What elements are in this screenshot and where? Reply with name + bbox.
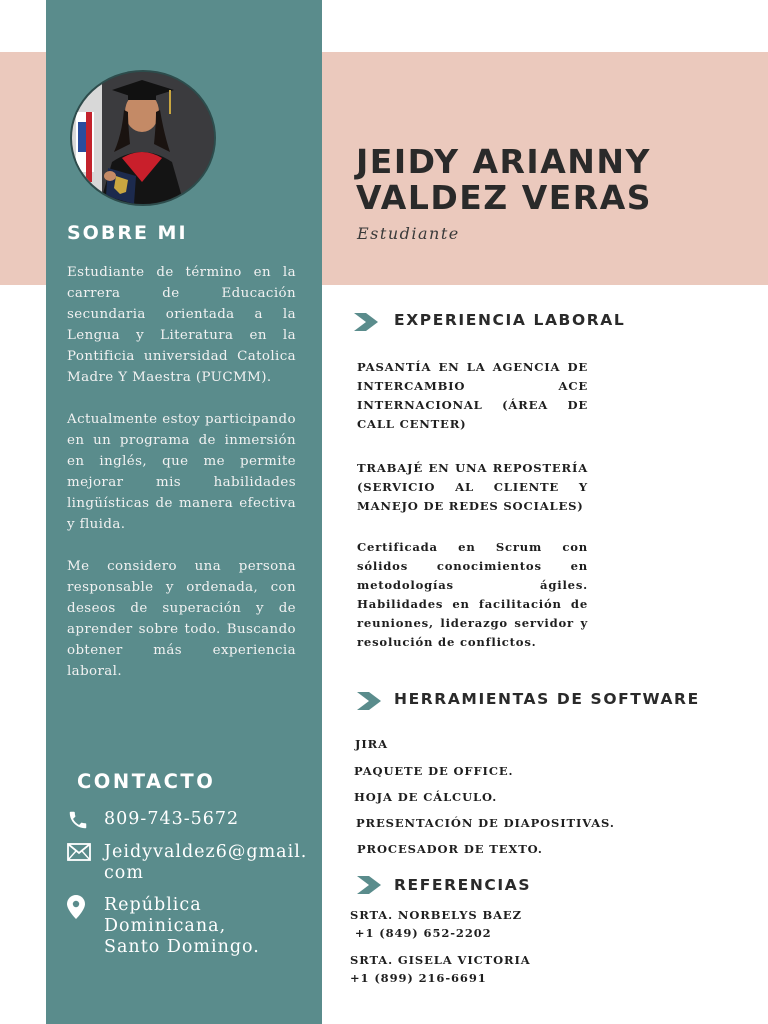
profile-photo <box>70 70 216 206</box>
chevron-right-icon <box>357 876 381 894</box>
about-paragraph: Actualmente estoy participando en un programa de inmersión en inglés, que me permite mejorar mis habilidades lingüísticas de manera efectiva y fluida. <box>67 412 296 532</box>
software-item: PRESENTACIÓN DE DIAPOSITIVAS. <box>356 816 615 830</box>
reference-name: SRTA. GISELA VICTORIA <box>350 953 531 967</box>
location-pin-icon <box>67 895 85 919</box>
software-heading: HERRAMIENTAS DE SOFTWARE <box>394 690 700 708</box>
reference-item <box>350 906 522 942</box>
email-line: com <box>104 863 144 883</box>
experience-item: PASANTÍA EN LA AGENCIA DE INTERCAMBIO ACE INTERNACIONAL (ÁREA DE CALL CENTER) <box>357 360 588 431</box>
about-paragraph: Me considero una persona responsable y ordenada, con deseos de superación y de aprender sobre todo. Buscando obtener más experiencia laboral. <box>67 559 296 679</box>
software-item: PROCESADOR DE TEXTO. <box>357 842 543 856</box>
chevron-right-icon <box>354 313 378 331</box>
software-item: JIRA <box>355 737 388 751</box>
address-line: Santo Domingo. <box>104 937 260 957</box>
phone-number: 809-743-5672 <box>104 809 240 829</box>
graduate-portrait-image <box>72 72 214 204</box>
experience-item: Certificada en Scrum con sólidos conocimientos en metodologías ágiles. Habilidades en facilitación de reuniones, liderazgo servidor y resolución de conflictos. <box>357 540 588 649</box>
experience-item: TRABAJÉ EN UNA REPOSTERÍA (SERVICIO AL CLIENTE Y MANEJO DE REDES SOCIALES) <box>357 461 588 513</box>
job-title: Estudiante <box>357 224 460 243</box>
experience-heading: EXPERIENCIA LABORAL <box>394 311 626 329</box>
about-text <box>67 262 296 703</box>
software-item: PAQUETE DE OFFICE. <box>354 764 514 778</box>
reference-phone: +1 (849) 652-2202 <box>350 926 492 940</box>
name-line: JEIDY ARIANNY <box>356 142 651 181</box>
contact-heading: CONTACTO <box>77 770 216 793</box>
envelope-icon <box>67 843 91 861</box>
about-paragraph: Estudiante de término en la carrera de Educación secundaria orientada a la Lengua y Literatura en la Pontificia universidad Catolica Madre Y Maestra (PUCMM). <box>67 265 296 385</box>
person-name <box>356 144 652 216</box>
email-line: Jeidyvaldez6@gmail. <box>104 842 308 862</box>
name-line: VALDEZ VERAS <box>356 178 653 217</box>
about-heading: SOBRE MI <box>67 222 188 244</box>
reference-phone: +1 (899) 216-6691 <box>350 971 487 985</box>
reference-name: SRTA. NORBELYS BAEZ <box>350 908 522 922</box>
address <box>104 895 314 958</box>
email-address <box>104 842 314 884</box>
references-heading: REFERENCIAS <box>394 876 532 894</box>
reference-item <box>350 951 531 987</box>
phone-icon <box>67 809 89 831</box>
chevron-right-icon <box>357 692 381 710</box>
address-line: República <box>104 895 202 915</box>
software-item: HOJA DE CÁLCULO. <box>354 790 498 804</box>
address-line: Dominicana, <box>104 916 227 936</box>
